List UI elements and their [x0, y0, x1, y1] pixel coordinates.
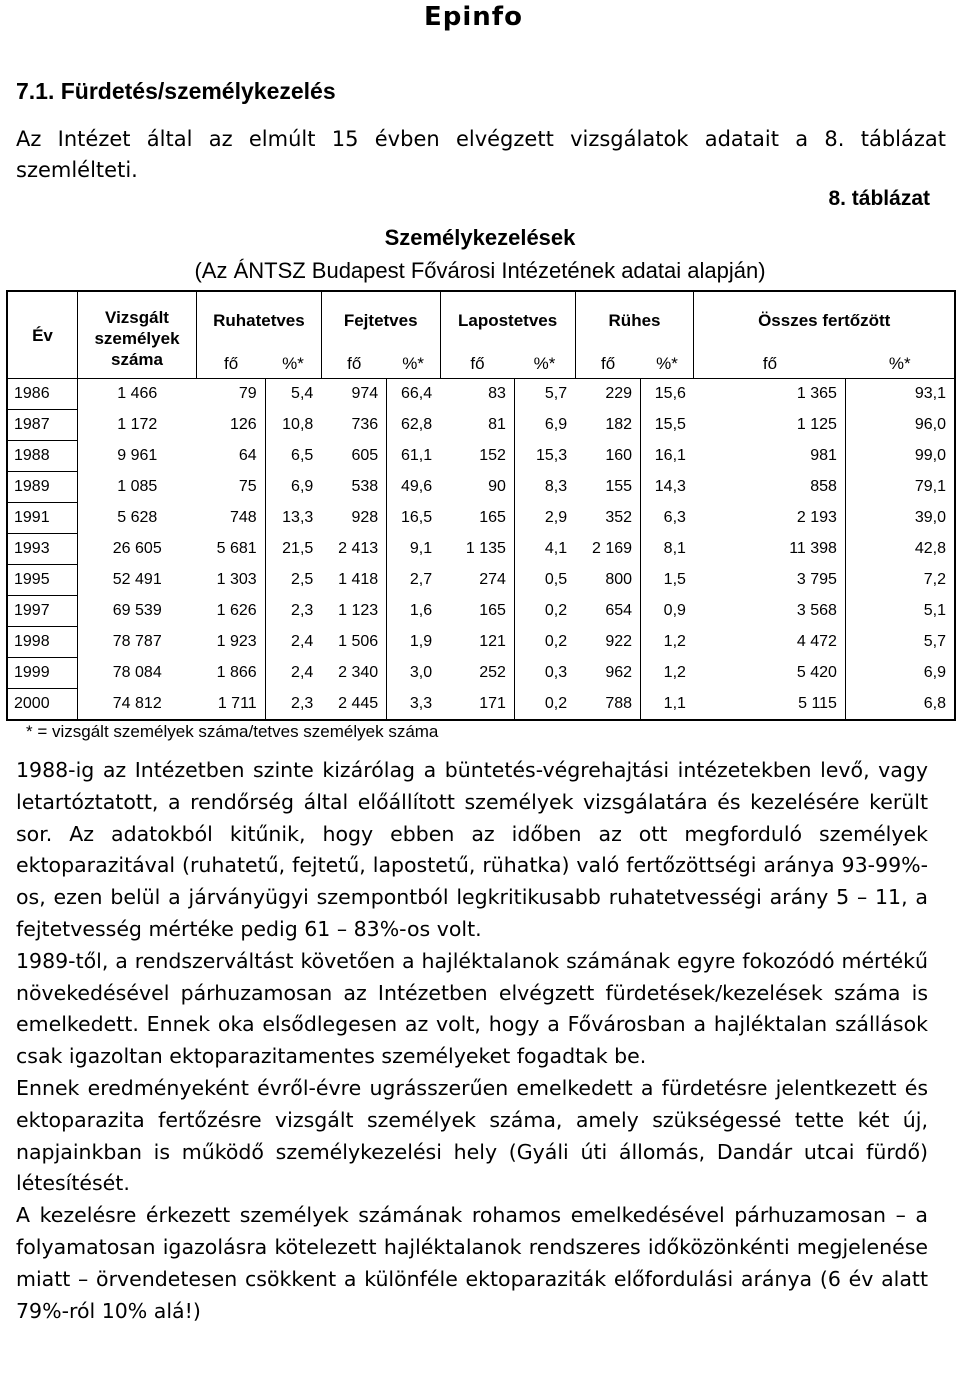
header-sub-pct: %*: [514, 348, 575, 379]
table-cell: 1,9: [387, 627, 440, 658]
table-cell: 0,5: [514, 565, 575, 596]
header-sub-fo: fő: [321, 348, 386, 379]
table-cell: 90: [488, 478, 506, 495]
table-cell: 3,3: [387, 689, 440, 721]
table-row: [7, 565, 955, 596]
table-cell: 2 413: [338, 540, 379, 557]
table-cell: 1 303: [216, 571, 257, 588]
table-cell: 1 626: [216, 602, 257, 619]
table-row: [7, 658, 955, 689]
table-cell: 2 445: [338, 694, 379, 712]
table-row: [7, 472, 955, 503]
table-cell: 165: [479, 509, 506, 526]
table-cell: 962: [605, 664, 633, 681]
table-cell: 5 420: [796, 664, 837, 681]
table-row: [7, 627, 955, 658]
table-cell: 1998: [7, 627, 78, 658]
table-cell: 800: [605, 571, 633, 588]
table-cell: 654: [605, 602, 633, 619]
table-cell: 1,2: [641, 658, 694, 689]
table-cell: 1 085: [78, 472, 197, 503]
body-paragraph: 1989-től, a rendszerváltást követően a hajléktalanok számának egyre fokozódó mértékű növekedésével párhuzamosan az Intézetben elvégzett fürdetések/kezelések száma is emelkedett. Ennek oka elsődlegesen az volt, hogy a Fővárosban a hajléktalan szállások csak igazoltan ektoparazitamentes személyeket fogadtak be.: [16, 948, 928, 1069]
table-cell: 121: [479, 633, 506, 650]
header-sub-pct: %*: [265, 348, 321, 379]
table-label: 8. táblázat: [828, 187, 930, 210]
table-cell: 5,7: [514, 379, 575, 410]
table-cell: 2,7: [387, 565, 440, 596]
table-cell: 26 605: [78, 534, 197, 565]
table-cell: 2,4: [265, 658, 321, 689]
header-sub-pct: %*: [641, 348, 694, 379]
table-cell: 21,5: [265, 534, 321, 565]
table-cell: 3,0: [387, 658, 440, 689]
table-cell: 1995: [7, 565, 78, 596]
header-sub-fo: fő: [197, 348, 266, 379]
table-cell: 15,6: [641, 379, 694, 410]
table-cell: 0,9: [641, 596, 694, 627]
table-row: [7, 596, 955, 627]
table-cell: 81: [488, 416, 506, 433]
table-cell: 252: [479, 664, 506, 681]
header-sub-fo: fő: [575, 348, 640, 379]
body-paragraph: 1988-ig az Intézetben szinte kizárólag a büntetés-végrehajtási intézetekben levő, vagy letartóztatott, a rendőrség által előállított személyek vizsgálatára és kezelésére került sor. Az adatokból kitűnik, hogy ebben az időben az ott megforduló személyek ektoparazitával (ruhatetű, fejtetű, lapostetű, rühatka) való fertőzöttségi aránya 93-99%-os, ezen belül a járványügyi szempontból legkritikusabb ruhatetvességi arány 5 – 11, a fejtetvesség mértéke pedig 61 – 83%-os volt.: [16, 758, 928, 941]
table-cell: 83: [488, 385, 506, 403]
table-cell: 6,9: [514, 410, 575, 441]
header-group-3: Rühes: [575, 291, 694, 348]
table-cell: 2 193: [796, 509, 837, 526]
table-cell: 1 135: [465, 540, 506, 557]
table-cell: 160: [605, 447, 633, 464]
table-cell: 126: [229, 416, 257, 433]
table-cell: 9 961: [78, 441, 197, 472]
header-year: Év: [7, 291, 78, 379]
table-cell: 1997: [7, 596, 78, 627]
table-cell: 0,2: [514, 627, 575, 658]
table-cell: 974: [351, 385, 379, 403]
table-cell: 2,3: [265, 596, 321, 627]
table-cell: 78 787: [78, 627, 197, 658]
table-cell: 4,1: [514, 534, 575, 565]
table-cell: 788: [605, 694, 633, 712]
table-body: [7, 379, 955, 721]
table-cell: 7,2: [845, 565, 955, 596]
table-cell: 3 568: [796, 602, 837, 619]
header-sub-fo: fő: [440, 348, 514, 379]
table-cell: 16,1: [641, 441, 694, 472]
table-cell: 2000: [7, 689, 78, 721]
table-cell: 1 711: [217, 694, 257, 712]
table-cell: 49,6: [387, 472, 440, 503]
table-row: [7, 379, 955, 410]
table-cell: 352: [605, 509, 633, 526]
table-cell: 13,3: [265, 503, 321, 534]
table-cell: 15,5: [641, 410, 694, 441]
table-cell: 1 866: [216, 664, 257, 681]
table-cell: 1 923: [216, 633, 257, 650]
table-cell: 155: [605, 478, 633, 495]
body-text: [16, 755, 928, 1327]
table-cell: 1 365: [796, 385, 837, 403]
header-sub-pct: %*: [387, 348, 440, 379]
table-cell: 1 418: [338, 571, 379, 588]
table-cell: 9,1: [387, 534, 440, 565]
table-cell: 15,3: [514, 441, 575, 472]
header-group-1: Fejtetves: [321, 291, 440, 348]
table-cell: 2 169: [591, 540, 633, 557]
table-cell: 171: [479, 694, 506, 712]
header-group-2: Lapostetves: [440, 291, 575, 348]
brand-logo: Epinfo: [424, 2, 523, 32]
body-paragraph: A kezelésre érkezett személyek számának rohamos emelkedésével párhuzamosan – a folyamatosan igazolásra kötelezett hajléktalanok rendszeres időközönkénti megjelenése miatt – örvendetesen csökkent a különféle ektoparaziták előfordulási aránya (6 év alatt 79%-ról 10% alá!): [16, 1203, 928, 1323]
table-cell: 93,1: [845, 379, 955, 410]
table-cell: 182: [605, 416, 633, 433]
body-paragraph: Ennek eredményeként évről-évre ugrásszerűen emelkedett a fürdetésre jelentkezett és ektoparazita fertőzésre vizsgált személyek száma, amely szükségessé tette két új, napjainkban is működő személykezelési hely (Gyáli úti állomás, Dandár utcai fürdő) létesítését.: [16, 1075, 928, 1196]
table-cell: 96,0: [845, 410, 955, 441]
table-cell: 16,5: [387, 503, 440, 534]
table-cell: 1999: [7, 658, 78, 689]
table-cell: 6,5: [265, 441, 321, 472]
table-cell: 1993: [7, 534, 78, 565]
table-cell: 42,8: [845, 534, 955, 565]
table-cell: 61,1: [387, 441, 440, 472]
table-cell: 75: [238, 478, 257, 495]
table-cell: 1989: [7, 472, 78, 503]
table-row: [7, 689, 955, 721]
table-cell: 928: [351, 509, 379, 526]
table-cell: 6,3: [641, 503, 694, 534]
table-header: [7, 291, 955, 379]
table-cell: 39,0: [845, 503, 955, 534]
table-cell: 229: [605, 385, 633, 403]
table-cell: 52 491: [78, 565, 197, 596]
table-cell: 0,3: [514, 658, 575, 689]
table-cell: 0,2: [514, 689, 575, 721]
table-cell: 152: [479, 447, 506, 464]
header-sub-pct: %*: [845, 348, 955, 379]
table-cell: 538: [351, 478, 379, 495]
data-table: [6, 290, 956, 721]
table-cell: 165: [479, 602, 506, 619]
table-cell: 1991: [7, 503, 78, 534]
header-examined: Vizsgált személyek száma: [78, 291, 197, 379]
table-cell: 2,4: [265, 627, 321, 658]
table-cell: 274: [479, 571, 506, 588]
table-footnote: * = vizsgált személyek száma/tetves személyek száma: [26, 722, 439, 741]
table-cell: 99,0: [845, 441, 955, 472]
table-cell: 748: [229, 509, 257, 526]
table-cell: 79: [238, 385, 257, 403]
table-cell: 62,8: [387, 410, 440, 441]
table-cell: 5,4: [265, 379, 321, 410]
table-cell: 69 539: [78, 596, 197, 627]
header-group-0: Ruhatetves: [197, 291, 322, 348]
table-cell: 4 472: [796, 633, 837, 650]
table-cell: 79,1: [845, 472, 955, 503]
table-cell: 5,1: [845, 596, 955, 627]
intro-paragraph: Az Intézet által az elmúlt 15 évben elvégzett vizsgálatok adatait a 8. táblázat szemlélteti.: [16, 127, 946, 182]
table-cell: 1,6: [387, 596, 440, 627]
table-cell: 5 115: [798, 694, 837, 712]
table-cell: 6,8: [845, 689, 955, 721]
table-cell: 2,3: [265, 689, 321, 721]
table-cell: 14,3: [641, 472, 694, 503]
table-cell: 2,9: [514, 503, 575, 534]
table-cell: 1987: [7, 410, 78, 441]
table-cell: 1 466: [78, 379, 197, 410]
table-cell: 2,5: [265, 565, 321, 596]
header-group-4: Összes fertőzött: [694, 291, 955, 348]
table-cell: 1 506: [338, 633, 379, 650]
table-title: Személykezelések: [384, 225, 576, 250]
table-cell: 0,2: [514, 596, 575, 627]
table-cell: 605: [351, 447, 379, 464]
table-subtitle: (Az ÁNTSZ Budapest Fővárosi Intézetének adatai alapján): [194, 258, 766, 283]
table-cell: 5 628: [78, 503, 197, 534]
table-cell: 1,2: [641, 627, 694, 658]
header-sub-fo: fő: [694, 348, 846, 379]
table-cell: 2 340: [338, 664, 379, 681]
table-cell: 64: [238, 447, 257, 464]
table-cell: 66,4: [387, 379, 440, 410]
table-row: [7, 534, 955, 565]
table-row: [7, 441, 955, 472]
table-cell: 6,9: [265, 472, 321, 503]
table-cell: 1 172: [78, 410, 197, 441]
table-cell: 74 812: [78, 689, 197, 721]
table-cell: 981: [810, 447, 837, 464]
table-cell: 922: [605, 633, 633, 650]
section-heading: 7.1. Fürdetés/személykezelés: [16, 78, 336, 104]
table-row: [7, 410, 955, 441]
table-cell: 1 125: [796, 416, 837, 433]
table-cell: 5 681: [216, 540, 257, 557]
table-row: [7, 503, 955, 534]
table-cell: 1 123: [338, 602, 379, 619]
table-cell: 5,7: [845, 627, 955, 658]
table-cell: 10,8: [265, 410, 321, 441]
table-cell: 8,3: [514, 472, 575, 503]
table-cell: 11 398: [789, 540, 837, 557]
table-cell: 1,1: [641, 689, 694, 721]
table-cell: 6,9: [845, 658, 955, 689]
table-cell: 78 084: [78, 658, 197, 689]
table-cell: 736: [351, 416, 379, 433]
table-title-block: [0, 221, 960, 287]
table-cell: 1988: [7, 441, 78, 472]
table-cell: 858: [810, 478, 837, 495]
table-cell: 1986: [7, 379, 78, 410]
table-cell: 1,5: [641, 565, 694, 596]
table-cell: 3 795: [796, 571, 837, 588]
table-cell: 8,1: [641, 534, 694, 565]
